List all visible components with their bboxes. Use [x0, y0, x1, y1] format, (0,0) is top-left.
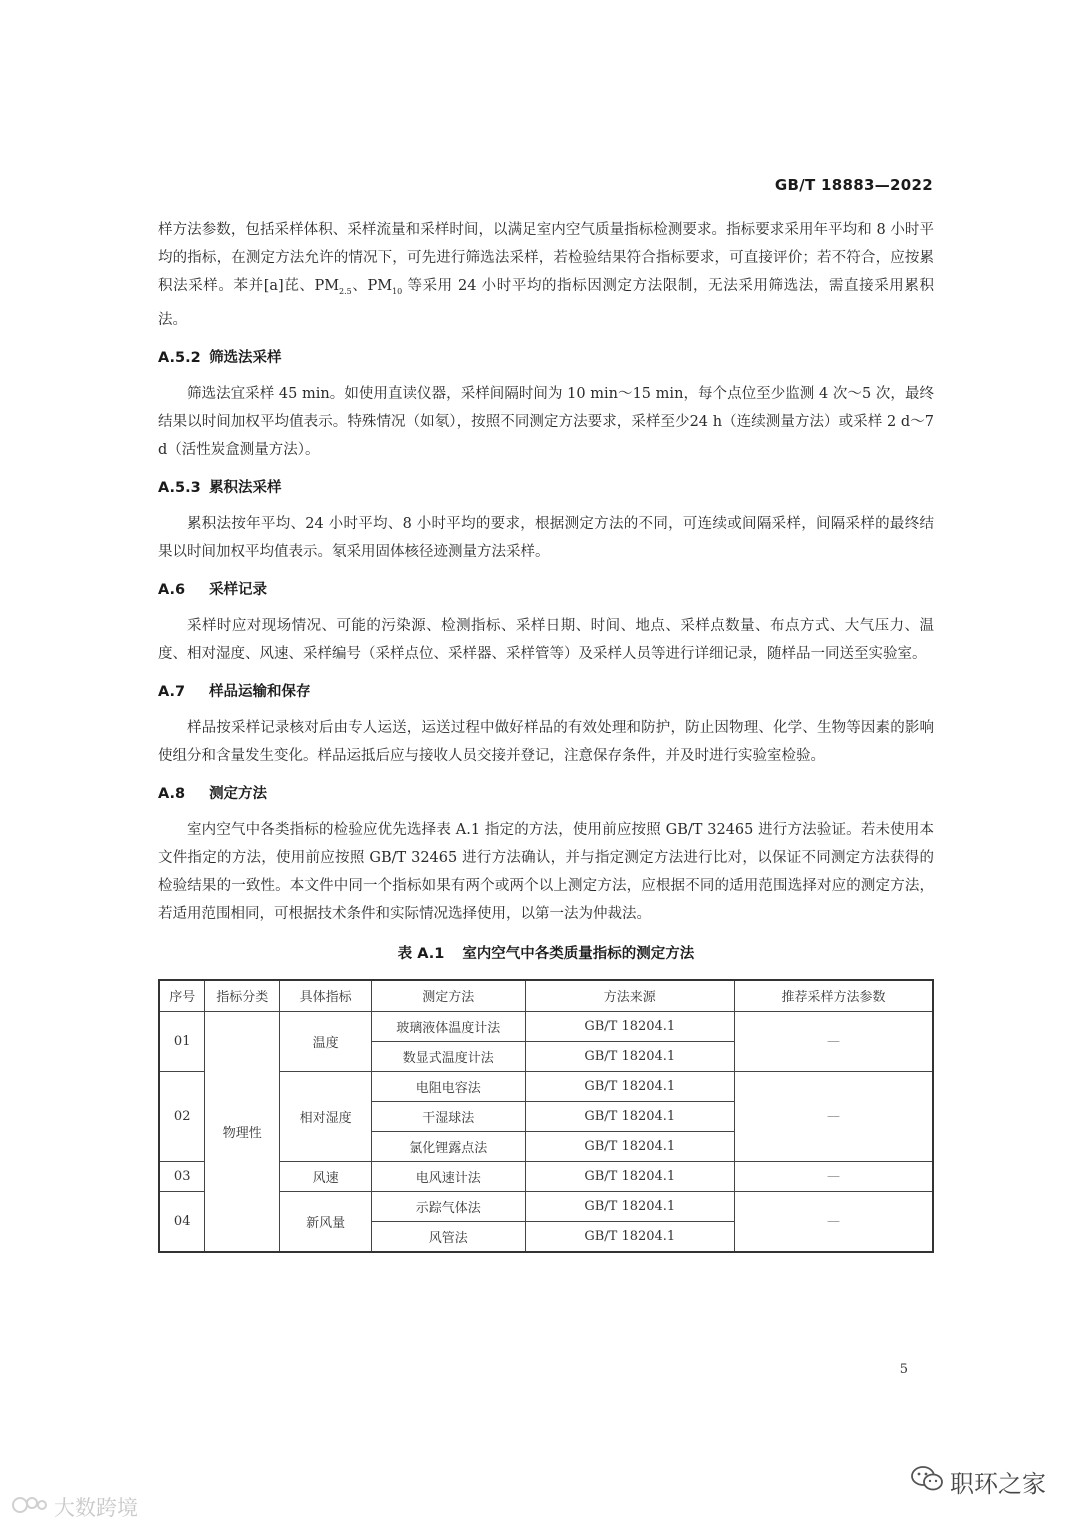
section-text-a6: 采样时应对现场情况、可能的污染源、检测指标、采样日期、时间、地点、采样点数量、布点方式、大气压力、温度、相对湿度、风速、采样编号（采样点位、采样器、采样管等）及采样人员等进行详细记录，随样品一同送至实验室。 [158, 617, 934, 662]
section-text-a8: 室内空气中各类指标的检验应优先选择表 A.1 指定的方法，使用前应按照 GB/T 32465 进行方法验证。若未使用本文件指定的方法，使用前应按照 GB/T 32465 进行方法确认，并与指定测定方法进行比对，以保证不同测定方法获得的检验结果的一致性。本文件中同一个指标如果有两个或两个以上测定方法，应根据不同的适用范围选择对应的测定方法，若适用范围相同，可根据技术条件和实际情况选择使用，以第一法为仲裁法。 [158, 821, 934, 922]
wechat-icon [910, 1465, 944, 1499]
method-cell: 玻璃液体温度计法 [371, 1011, 525, 1041]
section-heading-a7: A.7 样品运输和保存 [158, 683, 311, 700]
header-params: 推荐采样方法参数 [735, 980, 933, 1012]
table-row [159, 1011, 933, 1041]
params-cell: — [735, 1011, 933, 1071]
header-seq: 序号 [159, 980, 205, 1012]
source-cell: GB/T 18204.1 [525, 1161, 735, 1191]
method-cell: 数显式温度计法 [371, 1041, 525, 1071]
indicator-cell: 相对湿度 [280, 1071, 372, 1161]
source-cell: GB/T 18204.1 [525, 1131, 735, 1161]
section-heading-a8: A.8 测定方法 [158, 785, 268, 802]
header-category: 指标分类 [205, 980, 280, 1012]
section-heading-a6: A.6 采样记录 [158, 581, 268, 598]
source-cell: GB/T 18204.1 [525, 1041, 735, 1071]
indicator-cell: 温度 [280, 1011, 372, 1071]
header-source: 方法来源 [525, 980, 735, 1012]
page-number: 5 [899, 1362, 908, 1377]
method-cell: 示踪气体法 [371, 1191, 525, 1221]
table-title: 表 A.1 室内空气中各类质量指标的测定方法 [397, 945, 695, 962]
source-cell: GB/T 18204.1 [525, 1221, 735, 1252]
section-heading-a53: A.5.3 累积法采样 [158, 479, 282, 496]
seq-cell: 03 [159, 1161, 205, 1191]
method-cell: 电风速计法 [371, 1161, 525, 1191]
seq-cell: 04 [159, 1191, 205, 1252]
params-cell: — [735, 1161, 933, 1191]
page-content [158, 216, 934, 1253]
method-cell: 干湿球法 [371, 1101, 525, 1131]
section-heading-a52: A.5.2 筛选法采样 [158, 349, 282, 366]
indicator-cell: 新风量 [280, 1191, 372, 1252]
brand-logo-icon [10, 1493, 50, 1522]
section-text-a52: 筛选法宜采样 45 min。如使用直读仪器，采样间隔时间为 10 min～15 min，每个点位至少监测 4 次～5 次，最终结果以时间加权平均值表示。特殊情况（如氡），按照不同测定方法要求，采样至少24 h（连续测量方法）或采样 2 d～7 d（活性炭盒测量方法）。 [158, 385, 934, 458]
brand-watermark: 大数跨境 [10, 1492, 138, 1522]
source-cell: GB/T 18204.1 [525, 1011, 735, 1041]
table-header-row [159, 980, 933, 1012]
intro-paragraph: 样方法参数，包括采样体积、采样流量和采样时间，以满足室内空气质量指标检测要求。指标要求采用年平均和 8 小时平均的指标，在测定方法允许的情况下，可先进行筛选法采样，若检验结果符合指标要求，可直接评价；若不符合，应按累积法采样。苯并[a]芘、$PM_{2.5}$、$PM_{10}$ 等采用 24 小时平均的指标因测定方法限制，无法采用筛选法，需直接采用累积法。 [158, 222, 935, 328]
header-indicator: 具体指标 [280, 980, 372, 1012]
params-cell: — [735, 1191, 933, 1252]
section-text-a7: 样品按采样记录核对后由专人运送，运送过程中做好样品的有效处理和防护，防止因物理、化学、生物等因素的影响使组分和含量发生变化。样品运抵后应与接收人员交接并登记，注意保存条件，并及时进行实验室检验。 [158, 719, 934, 764]
method-cell: 氯化锂露点法 [371, 1131, 525, 1161]
section-text-a53: 累积法按年平均、24 小时平均、8 小时平均的要求，根据测定方法的不同，可连续或间隔采样，间隔采样的最终结果以时间加权平均值表示。氡采用固体核径迹测量方法采样。 [158, 515, 934, 560]
source-cell: GB/T 18204.1 [525, 1071, 735, 1101]
wechat-watermark: 职环之家 [910, 1464, 1046, 1499]
header-method: 测定方法 [371, 980, 525, 1012]
seq-cell: 01 [159, 1011, 205, 1071]
source-cell: GB/T 18204.1 [525, 1191, 735, 1221]
seq-cell: 02 [159, 1071, 205, 1161]
source-cell: GB/T 18204.1 [525, 1101, 735, 1131]
standard-code: GB/T 18883—2022 [774, 176, 933, 194]
params-cell: — [735, 1071, 933, 1161]
indicator-cell: 风速 [280, 1161, 372, 1191]
method-cell: 电阻电容法 [371, 1071, 525, 1101]
methods-table [158, 979, 934, 1253]
category-cell: 物理性 [205, 1011, 280, 1252]
method-cell: 风管法 [371, 1221, 525, 1252]
